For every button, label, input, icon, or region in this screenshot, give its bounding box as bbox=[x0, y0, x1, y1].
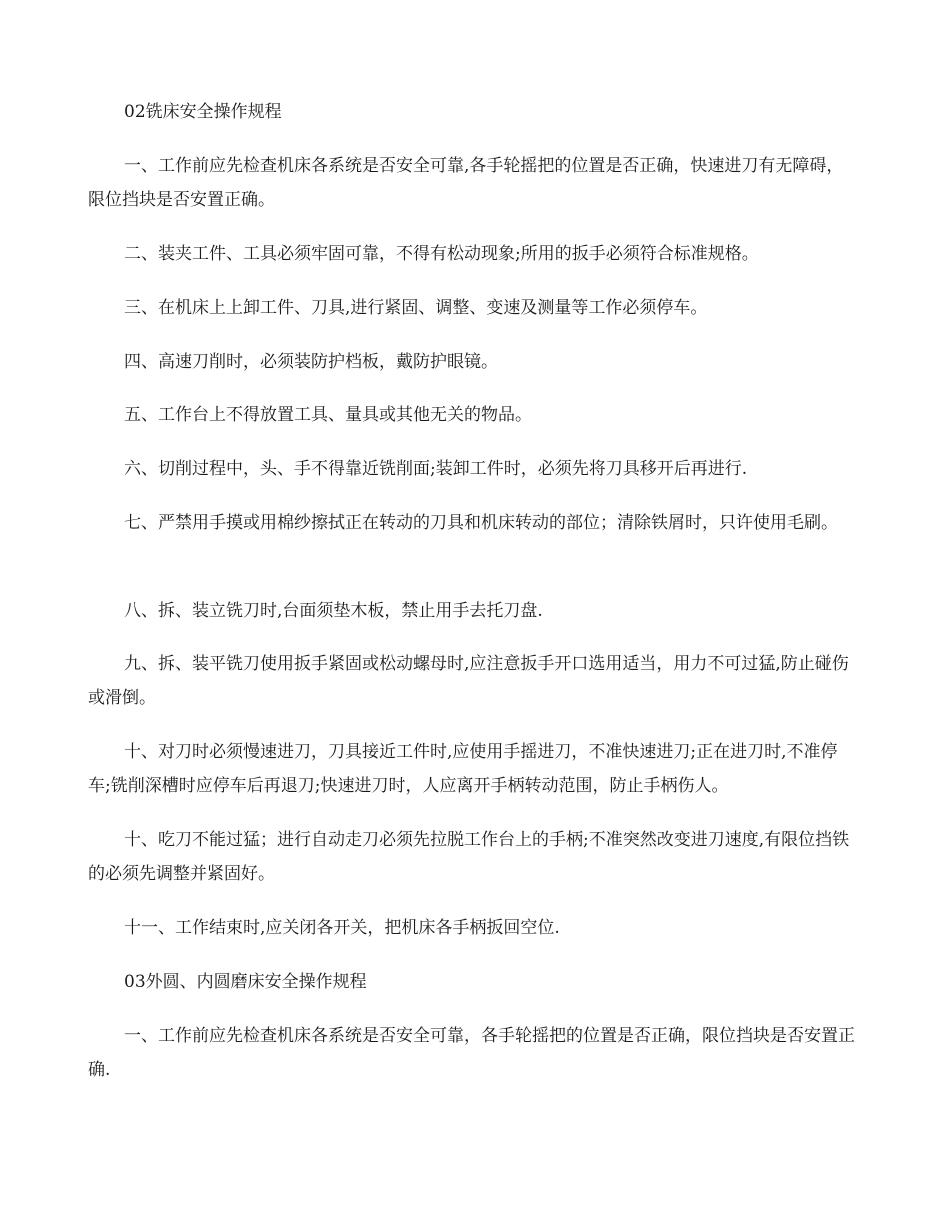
paragraph-rule-4: 四、高速刀削时，必须装防护档板，戴防护眼镜。 bbox=[124, 352, 498, 372]
paragraph-rule-5: 五、工作台上不得放置工具、量具或其他无关的物品。 bbox=[124, 405, 532, 425]
paragraph-rule-7: 七、严禁用手摸或用棉纱擦拭正在转动的刀具和机床转动的部位；清除铁屑时，只许使用毛刷。 bbox=[124, 513, 838, 533]
paragraph-rule-6: 六、切削过程中，头、手不得靠近铣削面;装卸工件时，必须先将刀具移开后再进行. bbox=[124, 459, 748, 479]
paragraph-rule-10: 十、对刀时必须慢速进刀，刀具接近工件时,应使用手摇进刀，不准快速进刀;正在进刀时,不准停车;铣削深槽时应停车后再退刀;快速进刀时，人应离开手柄转动范围，防止手柄伤人。 bbox=[88, 742, 838, 796]
paragraph-rule-3: 三、在机床上上卸工件、刀具,进行紧固、调整、变速及测量等工作必须停车。 bbox=[124, 298, 708, 318]
section-heading-grinding: 03外圆、内圆磨床安全操作规程 bbox=[124, 972, 367, 992]
paragraph-rule-8: 八、拆、装立铣刀时,台面须垫木板，禁止用手去托刀盘. bbox=[124, 601, 543, 621]
section-heading-milling: 02铣床安全操作规程 bbox=[124, 102, 282, 122]
paragraph-rule-9: 九、拆、装平铣刀使用扳手紧固或松动螺母时,应注意扳手开口选用适当，用力不可过猛,防止碰伤或滑倒。 bbox=[88, 654, 849, 708]
paragraph-rule-10b: 十、吃刀不能过猛；进行自动走刀必须先拉脱工作台上的手柄;不准突然改变进刀速度,有限位挡铁的必须先调整并紧固好。 bbox=[88, 830, 850, 884]
paragraph-rule-1: 一、工作前应先检查机床各系统是否安全可靠,各手轮摇把的位置是否正确，快速进刀有无障碍，限位挡块是否安置正确。 bbox=[88, 156, 844, 210]
paragraph-grinding-rule-1: 一、工作前应先检查机床各系统是否安全可靠，各手轮摇把的位置是否正确，限位挡块是否安置正确. bbox=[88, 1026, 855, 1080]
paragraph-rule-2: 二、装夹工件、工具必须牢固可靠，不得有松动现象;所用的扳手必须符合标准规格。 bbox=[124, 244, 759, 264]
paragraph-rule-11: 十一、工作结束时,应关闭各开关，把机床各手柄扳回空位. bbox=[124, 918, 560, 938]
